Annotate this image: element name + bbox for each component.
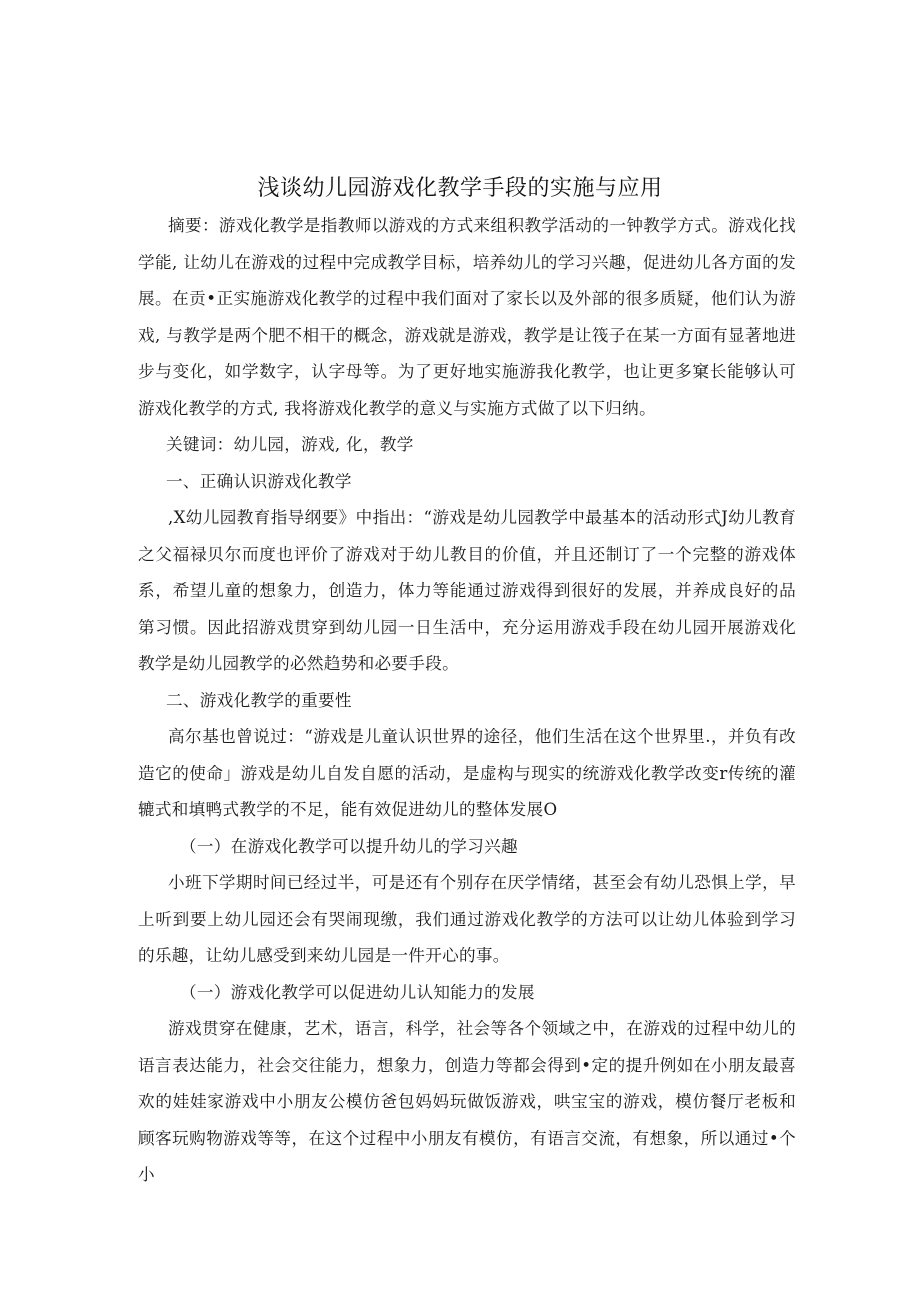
- document-title: 浅谈幼儿园游戏化教学手段的实施与应用: [257, 176, 663, 201]
- section-1-paragraph: ,X幼儿园教育指导纲要》中指出：“游戏是幼儿园教学中最基本的活动形式J幼儿教育之父福禄贝尔而度也评价了游戏对于幼儿教目的价值，并且还制订了一个完整的游戏体系，希望儿童的想象力，创造力，体力等能通过游戏得到很好的发展，并养成良好的品第习惯。因此招游戏贯穿到幼儿园一日生活中，充分运用游戏手段在幼儿园开展游戏化教学是幼儿园教学的必然趋势和必要手段。: [138, 508, 796, 673]
- abstract-paragraph: 摘要：游戏化教学是指教师以游戏的方式来组积教学活动的一钟教学方式。游戏化找学能, 让幼儿在游戏的过程中完成教学目标，培养幼儿的学习兴趣，促进幼儿各方面的发展。在贡•正实施游戏化教学的过程中我们面对了家长以及外部的很多质疑，他们认为游戏, 与教学是两个肥不相干的概念，游戏就是游戏，教学是让筏子在某一方面有显著地进步与变化，如学数字，认字母等。为了更好地实施游我化教学，也让更多窠长能够认可游戏化教学的方式, 我将游戏化教学的意义与实施方式做了以下归纳。: [138, 216, 796, 418]
- section-1-heading: 一、正确认识游戏化教学: [166, 471, 352, 491]
- subsection-1-heading: （一）在游戏化教学可以提升幼儿的学习兴趣: [180, 836, 518, 856]
- subsection-2-paragraph: 游戏贯穿在健康，艺术，语言，科学，社会等各个领域之中，在游戏的过程中幼儿的语言表达能力，社会交往能力，想象力，创造力等都会得到•定的提升例如在小朋友最喜欢的娃娃家游戏中小朋友公模仿爸包妈妈玩做饭游戏，哄宝宝的游戏，模仿餐厅老板和顾客玩购物游戏等等，在这个过程中小朋友有模仿，有语言交流，有想象，所以通过•个小: [138, 1019, 796, 1184]
- document-body: [138, 208, 796, 1194]
- keywords-line: 关键词：幼儿园，游戏, 化，教学: [166, 435, 414, 454]
- section-2-heading: 二、游戏化教学的重要性: [166, 690, 352, 710]
- section-2-paragraph: 高尔基也曾说过：“游戏是儿童认识世界的途径，他们生活在这个世界里.，并负有改造它的使命」游戏是幼儿自发自愿的活动，是虚构与现实的统游戏化教学改变r传统的灌辘式和填鸭式教学的不足，能有效促进幼儿的整体发展O: [138, 727, 796, 819]
- subsection-1-paragraph: 小班下学期时间已经过半，可是还有个别存在厌学情绪，甚至会有幼儿恐惧上学，早上听到要上幼儿园还会有哭闹现缴，我们通过游戏化教学的方法可以让幼儿体验到学习的乐趣，让幼儿感受到来幼儿园是一件开心的事。: [138, 873, 796, 965]
- subsection-2-heading: （一）游戏化教学可以促进幼儿认知能力的发展: [180, 982, 535, 1002]
